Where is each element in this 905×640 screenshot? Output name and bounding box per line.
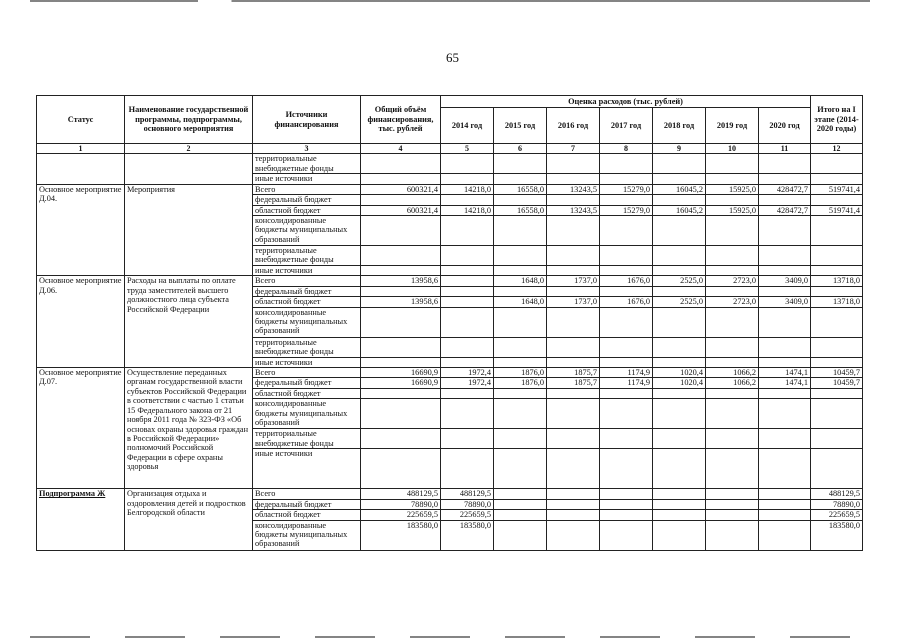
- value-cell: [811, 195, 863, 205]
- value-cell: [494, 216, 547, 246]
- column-number: 9: [653, 144, 706, 154]
- value-cell: [653, 154, 706, 174]
- value-cell: [441, 307, 494, 337]
- value-cell: [547, 499, 600, 509]
- value-cell: [600, 499, 653, 509]
- value-cell: [706, 499, 759, 509]
- column-number: 5: [441, 144, 494, 154]
- value-cell: [653, 266, 706, 276]
- value-cell: [706, 399, 759, 429]
- value-cell: 16045,2: [653, 184, 706, 194]
- value-cell: [547, 388, 600, 398]
- value-cell: [653, 307, 706, 337]
- source-cell: Всего: [253, 276, 361, 286]
- value-cell: [653, 489, 706, 499]
- name-cell: [125, 154, 253, 184]
- value-cell: [811, 174, 863, 184]
- value-cell: [547, 216, 600, 246]
- value-cell: [441, 449, 494, 489]
- value-cell: 15279,0: [600, 205, 653, 215]
- value-cell: [494, 399, 547, 429]
- value-cell: 1676,0: [600, 276, 653, 286]
- source-cell: федеральный бюджет: [253, 195, 361, 205]
- value-cell: 1875,7: [547, 368, 600, 378]
- header-source: Источники финансирования: [253, 96, 361, 144]
- value-cell: [653, 216, 706, 246]
- value-cell: [494, 489, 547, 499]
- value-cell: [706, 357, 759, 367]
- source-cell: консолидированные бюджеты муниципальных образований: [253, 307, 361, 337]
- value-cell: [547, 489, 600, 499]
- header-status: Статус: [37, 96, 125, 144]
- value-cell: 488129,5: [361, 489, 441, 499]
- column-number: 1: [37, 144, 125, 154]
- source-cell: территориальные внебюджетные фонды: [253, 246, 361, 266]
- value-cell: [653, 388, 706, 398]
- value-cell: [706, 429, 759, 449]
- value-cell: [441, 297, 494, 307]
- value-cell: [361, 266, 441, 276]
- value-cell: [811, 429, 863, 449]
- value-cell: 183580,0: [361, 520, 441, 550]
- value-cell: [547, 266, 600, 276]
- status-cell: Основное мероприятие Д.06.: [37, 276, 125, 368]
- value-cell: 3409,0: [759, 297, 811, 307]
- value-cell: [759, 174, 811, 184]
- value-cell: [494, 357, 547, 367]
- value-cell: 183580,0: [811, 520, 863, 550]
- value-cell: [759, 195, 811, 205]
- value-cell: [811, 388, 863, 398]
- source-cell: Всего: [253, 368, 361, 378]
- value-cell: [441, 266, 494, 276]
- value-cell: 14218,0: [441, 205, 494, 215]
- source-cell: областной бюджет: [253, 510, 361, 520]
- value-cell: 1972,4: [441, 368, 494, 378]
- source-cell: Всего: [253, 489, 361, 499]
- value-cell: [811, 286, 863, 296]
- value-cell: [494, 520, 547, 550]
- value-cell: [494, 449, 547, 489]
- source-cell: территориальные внебюджетные фонды: [253, 154, 361, 174]
- value-cell: 15925,0: [706, 205, 759, 215]
- value-cell: [547, 307, 600, 337]
- value-cell: [653, 520, 706, 550]
- value-cell: [759, 429, 811, 449]
- value-cell: 13958,6: [361, 297, 441, 307]
- value-cell: [653, 174, 706, 184]
- value-cell: [706, 286, 759, 296]
- column-number: 11: [759, 144, 811, 154]
- value-cell: [706, 246, 759, 266]
- status-cell: [37, 154, 125, 184]
- source-cell: областной бюджет: [253, 388, 361, 398]
- value-cell: [706, 216, 759, 246]
- header-year: 2018 год: [653, 108, 706, 144]
- value-cell: 1876,0: [494, 368, 547, 378]
- header-year: 2015 год: [494, 108, 547, 144]
- value-cell: [361, 154, 441, 174]
- value-cell: [600, 216, 653, 246]
- value-cell: [547, 449, 600, 489]
- column-number: 6: [494, 144, 547, 154]
- column-number: 8: [600, 144, 653, 154]
- value-cell: [361, 449, 441, 489]
- value-cell: 225659,5: [361, 510, 441, 520]
- value-cell: [706, 307, 759, 337]
- value-cell: [759, 154, 811, 174]
- status-cell: Основное мероприятие Д.07.: [37, 368, 125, 489]
- value-cell: [759, 499, 811, 509]
- value-cell: [547, 357, 600, 367]
- value-cell: 519741,4: [811, 184, 863, 194]
- value-cell: 1474,1: [759, 368, 811, 378]
- value-cell: 16558,0: [494, 205, 547, 215]
- value-cell: 1174,9: [600, 368, 653, 378]
- value-cell: [600, 510, 653, 520]
- value-cell: [600, 154, 653, 174]
- value-cell: 2723,0: [706, 276, 759, 286]
- value-cell: 519741,4: [811, 205, 863, 215]
- table-row: [37, 489, 863, 499]
- value-cell: [600, 399, 653, 429]
- value-cell: 2723,0: [706, 297, 759, 307]
- value-cell: 78890,0: [361, 499, 441, 509]
- value-cell: [653, 357, 706, 367]
- value-cell: 225659,5: [811, 510, 863, 520]
- source-cell: федеральный бюджет: [253, 499, 361, 509]
- header-year: 2016 год: [547, 108, 600, 144]
- value-cell: [441, 246, 494, 266]
- value-cell: [361, 357, 441, 367]
- value-cell: [759, 307, 811, 337]
- value-cell: [811, 154, 863, 174]
- value-cell: [494, 286, 547, 296]
- value-cell: 13718,0: [811, 276, 863, 286]
- column-number: 2: [125, 144, 253, 154]
- value-cell: [706, 449, 759, 489]
- value-cell: 1066,2: [706, 378, 759, 388]
- value-cell: 1737,0: [547, 276, 600, 286]
- value-cell: 14218,0: [441, 184, 494, 194]
- value-cell: [361, 307, 441, 337]
- column-number: 12: [811, 144, 863, 154]
- value-cell: 13718,0: [811, 297, 863, 307]
- value-cell: 183580,0: [441, 520, 494, 550]
- name-cell: Организация отдыха и оздоровления детей и подростков Белгородской области: [125, 489, 253, 550]
- value-cell: [759, 510, 811, 520]
- value-cell: [494, 154, 547, 174]
- value-cell: [600, 174, 653, 184]
- table-row: [37, 368, 863, 378]
- value-cell: 10459,7: [811, 368, 863, 378]
- value-cell: [600, 246, 653, 266]
- value-cell: [547, 510, 600, 520]
- value-cell: 15279,0: [600, 184, 653, 194]
- value-cell: 13243,5: [547, 205, 600, 215]
- value-cell: [653, 246, 706, 266]
- header-year: 2019 год: [706, 108, 759, 144]
- value-cell: [547, 520, 600, 550]
- value-cell: [600, 357, 653, 367]
- value-cell: [441, 195, 494, 205]
- value-cell: [706, 154, 759, 174]
- value-cell: 1020,4: [653, 368, 706, 378]
- value-cell: [759, 337, 811, 357]
- value-cell: [653, 510, 706, 520]
- top-rule: [30, 0, 870, 2]
- value-cell: [811, 357, 863, 367]
- value-cell: [547, 399, 600, 429]
- value-cell: [811, 246, 863, 266]
- value-cell: [494, 499, 547, 509]
- header-name: Наименование государственной программы, подпрограммы, основного мероприятия: [125, 96, 253, 144]
- name-cell: Расходы на выплаты по оплате труда заместителей высшего должностного лица субъекта Российской Федерации: [125, 276, 253, 368]
- source-cell: консолидированные бюджеты муниципальных образований: [253, 216, 361, 246]
- source-cell: территориальные внебюджетные фонды: [253, 337, 361, 357]
- value-cell: [600, 520, 653, 550]
- value-cell: [759, 286, 811, 296]
- value-cell: [811, 266, 863, 276]
- value-cell: 1876,0: [494, 378, 547, 388]
- source-cell: областной бюджет: [253, 205, 361, 215]
- source-cell: консолидированные бюджеты муниципальных образований: [253, 399, 361, 429]
- value-cell: [361, 286, 441, 296]
- value-cell: [706, 266, 759, 276]
- value-cell: [600, 489, 653, 499]
- value-cell: 1474,1: [759, 378, 811, 388]
- source-cell: иные источники: [253, 357, 361, 367]
- value-cell: [494, 388, 547, 398]
- value-cell: [547, 195, 600, 205]
- header-estimate: Оценка расходов (тыс. рублей): [441, 96, 811, 108]
- name-cell: Мероприятия: [125, 184, 253, 276]
- value-cell: [653, 429, 706, 449]
- value-cell: [361, 246, 441, 266]
- value-cell: 225659,5: [441, 510, 494, 520]
- value-cell: 1972,4: [441, 378, 494, 388]
- value-cell: [706, 489, 759, 499]
- value-cell: [547, 337, 600, 357]
- value-cell: [706, 337, 759, 357]
- value-cell: [361, 216, 441, 246]
- column-number: 3: [253, 144, 361, 154]
- value-cell: [441, 337, 494, 357]
- value-cell: [494, 195, 547, 205]
- value-cell: 16045,2: [653, 205, 706, 215]
- value-cell: [600, 449, 653, 489]
- value-cell: [653, 286, 706, 296]
- value-cell: [759, 399, 811, 429]
- header-total: Общий объём финансирования, тыс. рублей: [361, 96, 441, 144]
- value-cell: [441, 399, 494, 429]
- value-cell: 13958,6: [361, 276, 441, 286]
- value-cell: [759, 489, 811, 499]
- value-cell: 1648,0: [494, 276, 547, 286]
- value-cell: [600, 429, 653, 449]
- value-cell: [706, 195, 759, 205]
- value-cell: [547, 154, 600, 174]
- value-cell: [547, 246, 600, 266]
- value-cell: [811, 216, 863, 246]
- value-cell: [706, 174, 759, 184]
- value-cell: [441, 357, 494, 367]
- value-cell: 600321,4: [361, 184, 441, 194]
- value-cell: [441, 388, 494, 398]
- column-number: 4: [361, 144, 441, 154]
- value-cell: [600, 388, 653, 398]
- value-cell: [547, 286, 600, 296]
- value-cell: [759, 520, 811, 550]
- value-cell: [494, 337, 547, 357]
- value-cell: [494, 429, 547, 449]
- column-number: 10: [706, 144, 759, 154]
- value-cell: [600, 195, 653, 205]
- value-cell: [441, 216, 494, 246]
- value-cell: [759, 357, 811, 367]
- value-cell: 78890,0: [441, 499, 494, 509]
- value-cell: 16690,9: [361, 378, 441, 388]
- value-cell: [600, 266, 653, 276]
- value-cell: [706, 388, 759, 398]
- value-cell: 16558,0: [494, 184, 547, 194]
- source-cell: иные источники: [253, 449, 361, 489]
- value-cell: [653, 449, 706, 489]
- status-cell: Основное мероприятие Д.04.: [37, 184, 125, 276]
- value-cell: [811, 399, 863, 429]
- value-cell: [811, 307, 863, 337]
- value-cell: [494, 510, 547, 520]
- value-cell: [361, 399, 441, 429]
- value-cell: 2525,0: [653, 297, 706, 307]
- value-cell: 488129,5: [441, 489, 494, 499]
- value-cell: 2525,0: [653, 276, 706, 286]
- value-cell: 16690,9: [361, 368, 441, 378]
- header-stage: Итого на I этапе (2014-2020 годы): [811, 96, 863, 144]
- value-cell: 1020,4: [653, 378, 706, 388]
- header-year: 2017 год: [600, 108, 653, 144]
- value-cell: [547, 429, 600, 449]
- column-number: 7: [547, 144, 600, 154]
- value-cell: [811, 337, 863, 357]
- value-cell: [706, 510, 759, 520]
- value-cell: [361, 174, 441, 184]
- value-cell: 1174,9: [600, 378, 653, 388]
- value-cell: [361, 195, 441, 205]
- value-cell: [494, 174, 547, 184]
- value-cell: [706, 520, 759, 550]
- source-cell: федеральный бюджет: [253, 286, 361, 296]
- value-cell: [653, 499, 706, 509]
- value-cell: [361, 388, 441, 398]
- value-cell: [600, 286, 653, 296]
- value-cell: 1066,2: [706, 368, 759, 378]
- value-cell: [759, 216, 811, 246]
- value-cell: 1737,0: [547, 297, 600, 307]
- value-cell: [441, 429, 494, 449]
- value-cell: 3409,0: [759, 276, 811, 286]
- value-cell: 1875,7: [547, 378, 600, 388]
- header-year: 2014 год: [441, 108, 494, 144]
- value-cell: [361, 337, 441, 357]
- value-cell: [759, 449, 811, 489]
- source-cell: территориальные внебюджетные фонды: [253, 429, 361, 449]
- source-cell: иные источники: [253, 266, 361, 276]
- value-cell: [653, 337, 706, 357]
- table-row: [37, 184, 863, 194]
- value-cell: [759, 266, 811, 276]
- value-cell: [600, 307, 653, 337]
- table-row: [37, 154, 863, 174]
- name-cell: Осуществление переданных органам государственной власти субъектов Российской Федерации в соответствии с частью 1 статьи 15 Федерального закона от 21 ноября 2011 года № 323-ФЗ «Об основах охраны здоровья граждан в Российской Федерации» полномочий Российской Федерации в сфере охраны здоровья: [125, 368, 253, 489]
- value-cell: [441, 174, 494, 184]
- value-cell: 488129,5: [811, 489, 863, 499]
- value-cell: [494, 246, 547, 266]
- table-row: [37, 276, 863, 286]
- header-year: 2020 год: [759, 108, 811, 144]
- value-cell: [759, 246, 811, 266]
- value-cell: 15925,0: [706, 184, 759, 194]
- source-cell: федеральный бюджет: [253, 378, 361, 388]
- value-cell: [653, 195, 706, 205]
- value-cell: [759, 388, 811, 398]
- financing-table: [36, 95, 863, 551]
- status-cell: Подпрограмма Ж: [37, 489, 125, 550]
- bottom-rule: [30, 636, 870, 638]
- value-cell: [811, 449, 863, 489]
- value-cell: 10459,7: [811, 378, 863, 388]
- value-cell: [547, 174, 600, 184]
- value-cell: [441, 154, 494, 174]
- value-cell: 78890,0: [811, 499, 863, 509]
- value-cell: [600, 337, 653, 357]
- value-cell: 428472,7: [759, 205, 811, 215]
- source-cell: Всего: [253, 184, 361, 194]
- value-cell: [653, 399, 706, 429]
- source-cell: консолидированные бюджеты муниципальных образований: [253, 520, 361, 550]
- value-cell: [494, 266, 547, 276]
- value-cell: [441, 276, 494, 286]
- page-number: 65: [446, 50, 459, 65]
- value-cell: 13243,5: [547, 184, 600, 194]
- value-cell: 1648,0: [494, 297, 547, 307]
- value-cell: 600321,4: [361, 205, 441, 215]
- source-cell: иные источники: [253, 174, 361, 184]
- value-cell: 1676,0: [600, 297, 653, 307]
- value-cell: [441, 286, 494, 296]
- value-cell: [361, 429, 441, 449]
- value-cell: 428472,7: [759, 184, 811, 194]
- value-cell: [494, 307, 547, 337]
- source-cell: областной бюджет: [253, 297, 361, 307]
